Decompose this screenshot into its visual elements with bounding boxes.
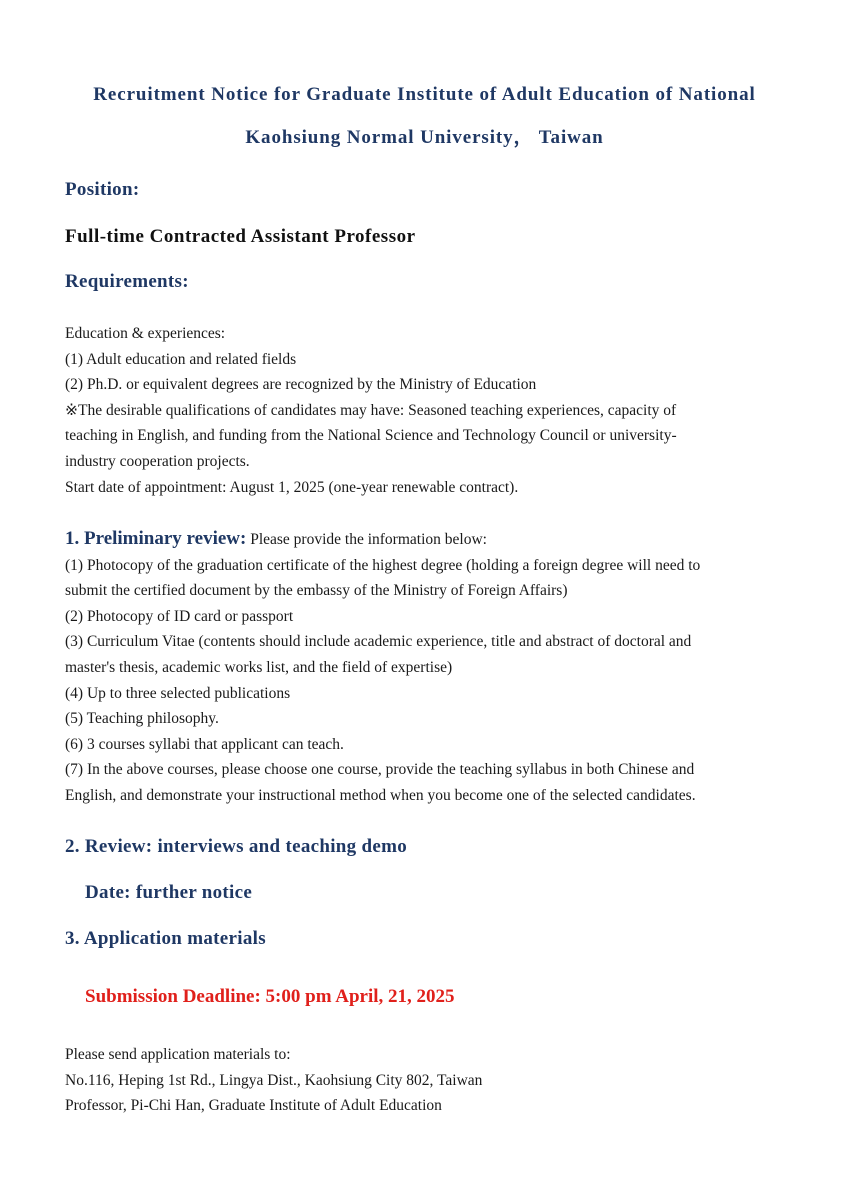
preliminary-line: submit the certified document by the embassy of the Ministry of Foreign Affairs) — [65, 582, 568, 600]
preliminary-line: (5) Teaching philosophy. — [65, 710, 219, 728]
title-line-1: Recruitment Notice for Graduate Institute of Adult Education of National — [93, 84, 756, 105]
preliminary-line: (1) Photocopy of the graduation certificate of the highest degree (holding a foreign degree will need to — [65, 556, 701, 574]
contact-body — [65, 1042, 482, 1119]
requirements-line: industry cooperation projects. — [65, 452, 250, 470]
requirements-line: teaching in English, and funding from the National Science and Technology Council or university- — [65, 427, 677, 445]
preliminary-line: (4) Up to three selected publications — [65, 684, 291, 702]
application-heading: 3. Application materials — [65, 928, 266, 949]
preliminary-line: master's thesis, academic works list, and the field of expertise) — [65, 658, 453, 676]
contact-line: Please send application materials to: — [65, 1046, 291, 1063]
review-date: Date: further notice — [85, 882, 253, 903]
contact-person: Professor, Pi-Chi Han, Graduate Institute of Adult Education — [65, 1097, 442, 1115]
requirements-body — [65, 321, 677, 500]
position-value: Full-time Contracted Assistant Professor — [65, 226, 416, 247]
submission-deadline: Submission Deadline: 5:00 pm April, 21, 2025 — [85, 986, 455, 1007]
preliminary-line: (2) Photocopy of ID card or passport — [65, 607, 294, 625]
requirements-line: (1) Adult education and related fields — [65, 350, 297, 368]
preliminary-review-section — [65, 526, 700, 809]
preliminary-review-intro: Please provide the information below: — [246, 531, 487, 548]
requirements-heading: Requirements: — [65, 271, 189, 292]
position-heading: Position: — [65, 179, 140, 200]
preliminary-line: (7) In the above courses, please choose one course, provide the teaching syllabus in both Chinese and — [65, 761, 695, 779]
preliminary-review-heading: 1. Preliminary review: — [65, 528, 247, 549]
preliminary-line: (3) Curriculum Vitae (contents should include academic experience, title and abstract of doctoral and — [65, 633, 692, 651]
preliminary-line: English, and demonstrate your instructional method when you become one of the selected candidates. — [65, 786, 696, 804]
title-line-2: Kaohsiung Normal University， Taiwan — [245, 127, 604, 148]
requirements-line: (2) Ph.D. or equivalent degrees are recognized by the Ministry of Education — [65, 376, 537, 394]
contact-address: No.116, Heping 1st Rd., Lingya Dist., Kaohsiung City 802, Taiwan — [65, 1071, 483, 1089]
preliminary-review-header-line — [65, 526, 700, 553]
review-heading: 2. Review: interviews and teaching demo — [65, 836, 408, 857]
requirements-line: ※The desirable qualifications of candidates may have: Seasoned teaching experiences, capacity of — [65, 401, 677, 419]
preliminary-line: (6) 3 courses syllabi that applicant can teach. — [65, 735, 344, 753]
requirements-line: Start date of appointment: August 1, 2025 (one-year renewable contract). — [65, 478, 519, 496]
requirements-line: Education & experiences: — [65, 325, 226, 342]
